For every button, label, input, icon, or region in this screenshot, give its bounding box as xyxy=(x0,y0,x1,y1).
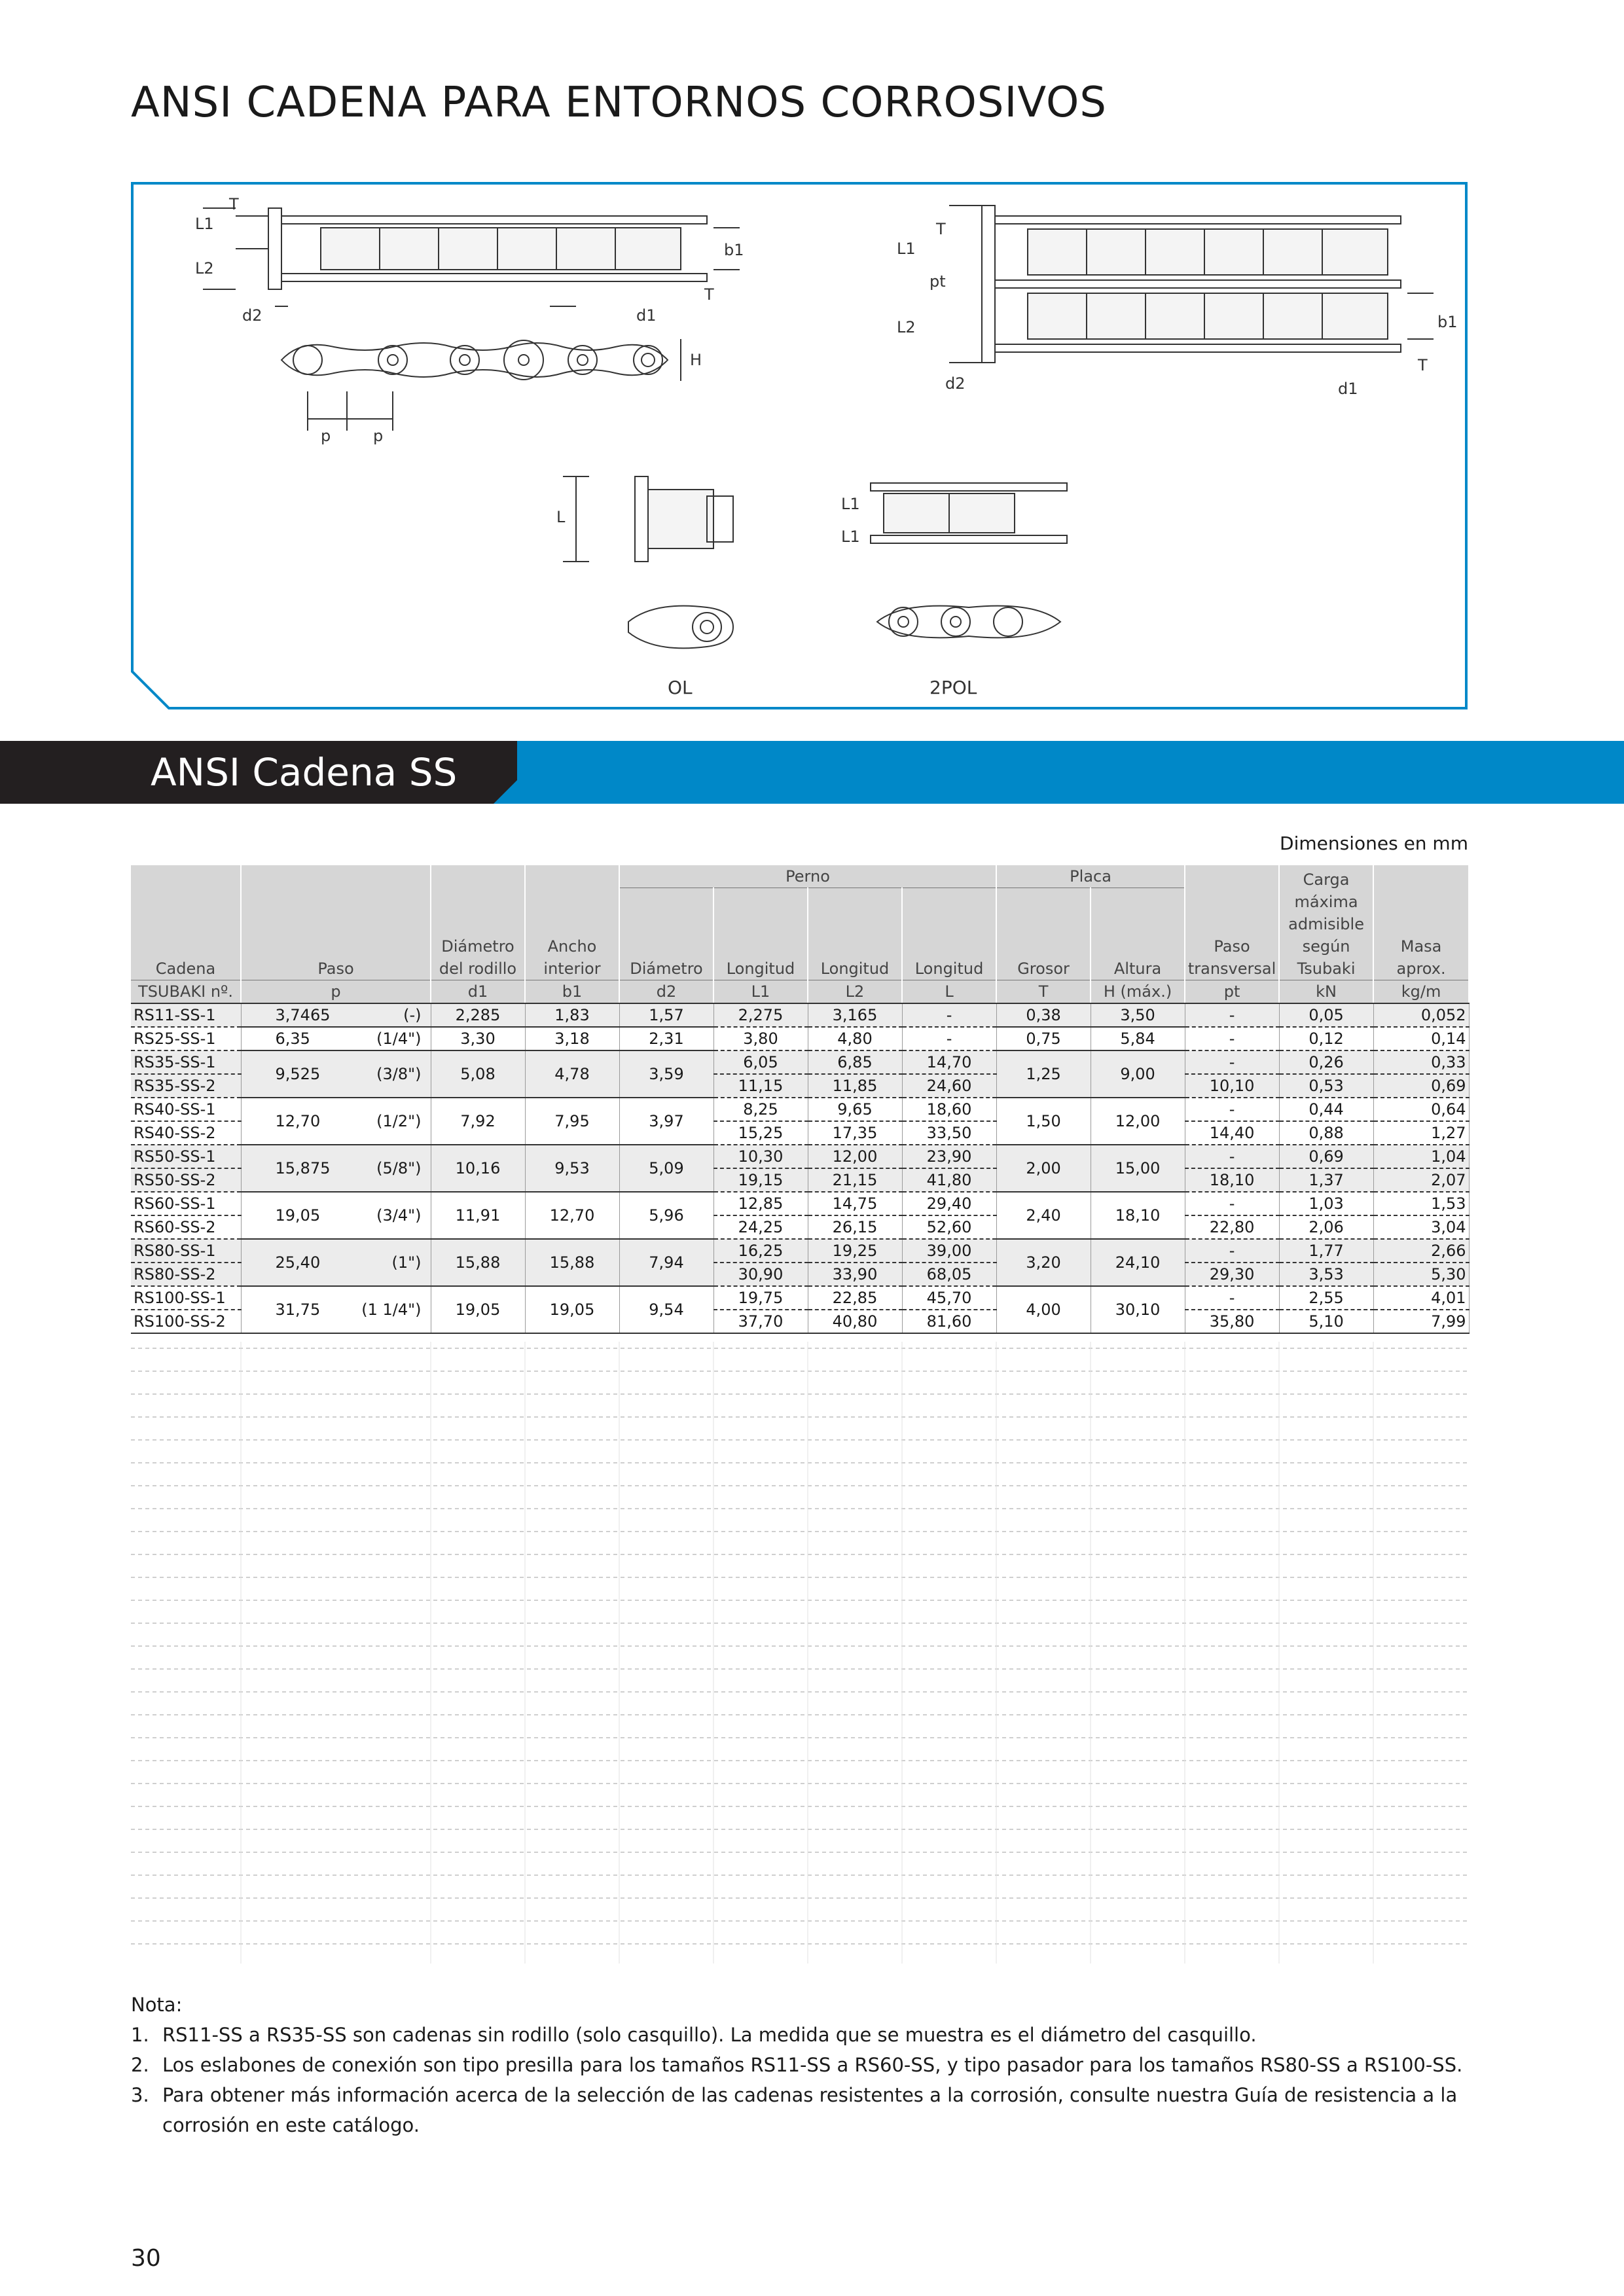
chain-diagram xyxy=(131,182,1469,711)
kg-cell: 1,53 xyxy=(1373,1192,1469,1215)
l1-cell: 19,75 xyxy=(713,1286,808,1310)
l2-cell: 12,00 xyxy=(808,1145,902,1168)
header-carga: Carga máxima admisible según Tsubaki xyxy=(1279,865,1373,980)
label-l1-double: L1 xyxy=(897,240,916,258)
l2-cell: 17,35 xyxy=(808,1121,902,1145)
header-perno: Perno xyxy=(619,865,996,888)
paso-mm: 6,35 xyxy=(275,1030,310,1048)
b1-cell: 4,78 xyxy=(525,1050,619,1098)
kg-cell: 0,33 xyxy=(1373,1050,1469,1074)
d2-cell: 2,31 xyxy=(619,1027,713,1050)
unit-cell: p xyxy=(241,980,431,1004)
units-note: Dimensiones en mm xyxy=(1280,833,1468,854)
paso-cell xyxy=(241,1098,431,1145)
label-t2-double: T xyxy=(1418,356,1428,374)
page-title: ANSI CADENA PARA ENTORNOS CORROSIVOS xyxy=(131,79,1107,127)
paso-mm: 25,40 xyxy=(275,1253,321,1272)
header-cadena: Cadena xyxy=(131,865,241,980)
header-paso-transversal: Paso transversal xyxy=(1185,865,1279,980)
cadena-cell: RS50-SS-1 xyxy=(131,1145,241,1168)
kg-cell: 0,64 xyxy=(1373,1098,1469,1121)
pt-cell: - xyxy=(1185,1286,1279,1310)
paso-cell xyxy=(241,1003,431,1027)
kg-cell: 0,052 xyxy=(1373,1003,1469,1027)
paso-mm: 15,875 xyxy=(275,1159,331,1177)
label-t2: T xyxy=(704,285,714,304)
h-cell: 9,00 xyxy=(1091,1050,1185,1098)
paso-inch: (1/4") xyxy=(376,1030,422,1048)
section-title: ANSI Cadena SS xyxy=(151,750,458,795)
d2-cell: 1,57 xyxy=(619,1003,713,1027)
l-cell: 41,80 xyxy=(902,1168,996,1192)
d1-cell: 7,92 xyxy=(431,1098,525,1145)
pt-cell: - xyxy=(1185,1145,1279,1168)
caption-2pol: 2POL xyxy=(929,677,977,698)
cadena-cell: RS60-SS-1 xyxy=(131,1192,241,1215)
label-p: p xyxy=(321,427,331,445)
header-masa: Masa aprox. xyxy=(1373,865,1469,980)
d1-cell: 2,285 xyxy=(431,1003,525,1027)
label-l2: L2 xyxy=(195,259,214,278)
header-placa: Placa xyxy=(996,865,1185,888)
unit-cell: d2 xyxy=(619,980,713,1004)
l-cell: 52,60 xyxy=(902,1215,996,1239)
kg-cell: 0,69 xyxy=(1373,1074,1469,1098)
blank-table-area xyxy=(131,1342,1469,1970)
l1-cell: 30,90 xyxy=(713,1263,808,1286)
note-item: 3. Para obtener más información acerca de la selección de las cadenas resistentes a la corrosión, consulte nuestra Guía de resistencia a la corrosión en este catálogo. xyxy=(131,2084,1458,2136)
kg-cell: 7,99 xyxy=(1373,1310,1469,1333)
l2-cell: 6,85 xyxy=(808,1050,902,1074)
paso-cell xyxy=(241,1286,431,1333)
label-b1: b1 xyxy=(724,241,744,259)
t-cell: 1,50 xyxy=(996,1098,1091,1145)
cadena-cell: RS25-SS-1 xyxy=(131,1027,241,1050)
kn-cell: 5,10 xyxy=(1279,1310,1373,1333)
kn-cell: 2,55 xyxy=(1279,1286,1373,1310)
cadena-cell: RS11-SS-1 xyxy=(131,1003,241,1027)
unit-cell: H (máx.) xyxy=(1091,980,1185,1004)
label-h: H xyxy=(690,351,702,369)
label-l2-double: L2 xyxy=(897,318,916,336)
label-d2: d2 xyxy=(242,306,262,325)
pt-cell: 29,30 xyxy=(1185,1263,1279,1286)
d1-cell: 19,05 xyxy=(431,1286,525,1333)
cadena-cell: RS100-SS-2 xyxy=(131,1310,241,1333)
note-item: 2. Los eslabones de conexión son tipo presilla para los tamaños RS11-SS a RS60-SS, y tipo pasador para los tamaños RS80-SS a RS100-SS. xyxy=(131,2054,1463,2076)
d2-cell: 9,54 xyxy=(619,1286,713,1333)
paso-inch: (3/4") xyxy=(376,1206,422,1225)
d1-cell: 15,88 xyxy=(431,1239,525,1286)
t-cell: 2,40 xyxy=(996,1192,1091,1239)
header-longitud-l: Longitud xyxy=(902,888,996,980)
t-cell: 0,75 xyxy=(996,1027,1091,1050)
header-paso: Paso xyxy=(241,865,431,980)
l2-cell: 14,75 xyxy=(808,1192,902,1215)
l1-cell: 2,275 xyxy=(713,1003,808,1027)
label-t-double: T xyxy=(936,220,946,238)
label-d1-double: d1 xyxy=(1338,380,1358,398)
cadena-cell: RS60-SS-2 xyxy=(131,1215,241,1239)
l2-cell: 22,85 xyxy=(808,1286,902,1310)
paso-inch: (3/8") xyxy=(376,1065,422,1083)
table-row xyxy=(131,1286,1469,1310)
l-cell: 14,70 xyxy=(902,1050,996,1074)
paso-mm: 31,75 xyxy=(275,1300,321,1319)
cadena-cell: RS35-SS-2 xyxy=(131,1074,241,1098)
l1-cell: 37,70 xyxy=(713,1310,808,1333)
d2-cell: 7,94 xyxy=(619,1239,713,1286)
l1-cell: 24,25 xyxy=(713,1215,808,1239)
kn-cell: 2,06 xyxy=(1279,1215,1373,1239)
l1-cell: 12,85 xyxy=(713,1192,808,1215)
label-pt: pt xyxy=(929,272,946,291)
note-item: 1. RS11-SS a RS35-SS son cadenas sin rodillo (solo casquillo). La medida que se muestra es el diámetro del casquillo. xyxy=(131,2024,1257,2046)
spec-table xyxy=(131,865,1470,1334)
cadena-cell: RS35-SS-1 xyxy=(131,1050,241,1074)
l-cell: 68,05 xyxy=(902,1263,996,1286)
l-cell: 39,00 xyxy=(902,1239,996,1263)
kg-cell: 3,04 xyxy=(1373,1215,1469,1239)
h-cell: 12,00 xyxy=(1091,1098,1185,1145)
pt-cell: - xyxy=(1185,1003,1279,1027)
table-row xyxy=(131,1098,1469,1121)
b1-cell: 12,70 xyxy=(525,1192,619,1239)
page-number: 30 xyxy=(131,2245,161,2272)
b1-cell: 1,83 xyxy=(525,1003,619,1027)
l2-cell: 4,80 xyxy=(808,1027,902,1050)
t-cell: 4,00 xyxy=(996,1286,1091,1333)
b1-cell: 9,53 xyxy=(525,1145,619,1192)
header-ancho: Ancho interior xyxy=(525,865,619,980)
pt-cell: 14,40 xyxy=(1185,1121,1279,1145)
header-diam-rodillo: Diámetro del rodillo xyxy=(431,865,525,980)
kg-cell: 1,04 xyxy=(1373,1145,1469,1168)
h-cell: 3,50 xyxy=(1091,1003,1185,1027)
h-cell: 5,84 xyxy=(1091,1027,1185,1050)
d2-cell: 5,09 xyxy=(619,1145,713,1192)
unit-cell: L2 xyxy=(808,980,902,1004)
l1-cell: 8,25 xyxy=(713,1098,808,1121)
pt-cell: 10,10 xyxy=(1185,1074,1279,1098)
l-cell: 33,50 xyxy=(902,1121,996,1145)
kn-cell: 1,03 xyxy=(1279,1192,1373,1215)
cadena-cell: RS50-SS-2 xyxy=(131,1168,241,1192)
l-cell: 81,60 xyxy=(902,1310,996,1333)
kn-cell: 1,77 xyxy=(1279,1239,1373,1263)
l1-cell: 6,05 xyxy=(713,1050,808,1074)
l-cell: - xyxy=(902,1003,996,1027)
table-row xyxy=(131,1027,1469,1050)
unit-cell: L1 xyxy=(713,980,808,1004)
l2-cell: 40,80 xyxy=(808,1310,902,1333)
section-banner xyxy=(0,741,1624,804)
unit-cell: T xyxy=(996,980,1091,1004)
pt-cell: - xyxy=(1185,1027,1279,1050)
label-b1-double: b1 xyxy=(1437,313,1458,331)
label-d1: d1 xyxy=(636,306,657,325)
kg-cell: 1,27 xyxy=(1373,1121,1469,1145)
pt-cell: 18,10 xyxy=(1185,1168,1279,1192)
paso-mm: 12,70 xyxy=(275,1112,321,1130)
unit-cell: kN xyxy=(1279,980,1373,1004)
pt-cell: 35,80 xyxy=(1185,1310,1279,1333)
l1-cell: 19,15 xyxy=(713,1168,808,1192)
table-row xyxy=(131,1192,1469,1215)
kg-cell: 2,07 xyxy=(1373,1168,1469,1192)
d1-cell: 3,30 xyxy=(431,1027,525,1050)
h-cell: 24,10 xyxy=(1091,1239,1185,1286)
l2-cell: 26,15 xyxy=(808,1215,902,1239)
kn-cell: 3,53 xyxy=(1279,1263,1373,1286)
unit-cell: kg/m xyxy=(1373,980,1469,1004)
unit-cell: pt xyxy=(1185,980,1279,1004)
unit-cell: d1 xyxy=(431,980,525,1004)
kn-cell: 0,26 xyxy=(1279,1050,1373,1074)
paso-inch: (1") xyxy=(391,1253,422,1272)
pt-cell: - xyxy=(1185,1192,1279,1215)
l2-cell: 19,25 xyxy=(808,1239,902,1263)
l1-cell: 10,30 xyxy=(713,1145,808,1168)
paso-inch: (1/2") xyxy=(376,1112,422,1130)
h-cell: 15,00 xyxy=(1091,1145,1185,1192)
notes-list xyxy=(131,2020,1469,2140)
header-grosor: Grosor xyxy=(996,888,1091,980)
pt-cell: 22,80 xyxy=(1185,1215,1279,1239)
label-d2-double: d2 xyxy=(945,374,965,393)
kn-cell: 0,05 xyxy=(1279,1003,1373,1027)
cadena-cell: RS100-SS-1 xyxy=(131,1286,241,1310)
table-row xyxy=(131,1145,1469,1168)
kg-cell: 4,01 xyxy=(1373,1286,1469,1310)
d1-cell: 5,08 xyxy=(431,1050,525,1098)
paso-cell xyxy=(241,1027,431,1050)
notes xyxy=(131,1990,1469,2140)
d2-cell: 3,97 xyxy=(619,1098,713,1145)
label-l-ol: L xyxy=(556,508,566,526)
paso-cell xyxy=(241,1050,431,1098)
kg-cell: 5,30 xyxy=(1373,1263,1469,1286)
kg-cell: 0,14 xyxy=(1373,1027,1469,1050)
l-cell: 45,70 xyxy=(902,1286,996,1310)
kn-cell: 0,44 xyxy=(1279,1098,1373,1121)
l2-cell: 33,90 xyxy=(808,1263,902,1286)
h-cell: 18,10 xyxy=(1091,1192,1185,1239)
header-longitud-l1: Longitud xyxy=(713,888,808,980)
kn-cell: 0,53 xyxy=(1279,1074,1373,1098)
paso-inch: (5/8") xyxy=(376,1159,422,1177)
l-cell: - xyxy=(902,1027,996,1050)
d1-cell: 10,16 xyxy=(431,1145,525,1192)
table-row xyxy=(131,1003,1469,1027)
d2-cell: 3,59 xyxy=(619,1050,713,1098)
t-cell: 3,20 xyxy=(996,1239,1091,1286)
paso-cell xyxy=(241,1192,431,1239)
l2-cell: 3,165 xyxy=(808,1003,902,1027)
paso-cell xyxy=(241,1239,431,1286)
unit-cell: TSUBAKI nº. xyxy=(131,980,241,1004)
paso-cell xyxy=(241,1145,431,1192)
t-cell: 0,38 xyxy=(996,1003,1091,1027)
l1-cell: 3,80 xyxy=(713,1027,808,1050)
cadena-cell: RS40-SS-1 xyxy=(131,1098,241,1121)
paso-inch: (-) xyxy=(403,1006,422,1024)
label-t: T xyxy=(229,195,239,213)
cadena-cell: RS80-SS-2 xyxy=(131,1263,241,1286)
cadena-cell: RS40-SS-2 xyxy=(131,1121,241,1145)
label-l1b-2pol: L1 xyxy=(841,528,860,546)
paso-inch: (1 1/4") xyxy=(361,1300,422,1319)
kg-cell: 2,66 xyxy=(1373,1239,1469,1263)
t-cell: 2,00 xyxy=(996,1145,1091,1192)
table-row xyxy=(131,1239,1469,1263)
l-cell: 23,90 xyxy=(902,1145,996,1168)
l2-cell: 11,85 xyxy=(808,1074,902,1098)
label-p2: p xyxy=(373,427,384,445)
b1-cell: 3,18 xyxy=(525,1027,619,1050)
label-l1-2pol: L1 xyxy=(841,495,860,513)
caption-ol: OL xyxy=(668,677,693,698)
kn-cell: 0,12 xyxy=(1279,1027,1373,1050)
d2-cell: 5,96 xyxy=(619,1192,713,1239)
cadena-cell: RS80-SS-1 xyxy=(131,1239,241,1263)
table-row xyxy=(131,1050,1469,1074)
l-cell: 18,60 xyxy=(902,1098,996,1121)
pt-cell: - xyxy=(1185,1098,1279,1121)
pt-cell: - xyxy=(1185,1050,1279,1074)
d1-cell: 11,91 xyxy=(431,1192,525,1239)
t-cell: 1,25 xyxy=(996,1050,1091,1098)
paso-mm: 3,7465 xyxy=(275,1006,331,1024)
l-cell: 24,60 xyxy=(902,1074,996,1098)
header-diametro: Diámetro xyxy=(619,888,713,980)
l-cell: 29,40 xyxy=(902,1192,996,1215)
kn-cell: 1,37 xyxy=(1279,1168,1373,1192)
unit-cell: b1 xyxy=(525,980,619,1004)
paso-mm: 9,525 xyxy=(275,1065,321,1083)
l2-cell: 9,65 xyxy=(808,1098,902,1121)
b1-cell: 15,88 xyxy=(525,1239,619,1286)
pt-cell: - xyxy=(1185,1239,1279,1263)
kn-cell: 0,69 xyxy=(1279,1145,1373,1168)
header-altura: Altura xyxy=(1091,888,1185,980)
h-cell: 30,10 xyxy=(1091,1286,1185,1333)
kn-cell: 0,88 xyxy=(1279,1121,1373,1145)
paso-mm: 19,05 xyxy=(275,1206,321,1225)
label-l1: L1 xyxy=(195,215,214,233)
l1-cell: 15,25 xyxy=(713,1121,808,1145)
header-longitud-l2: Longitud xyxy=(808,888,902,980)
l2-cell: 21,15 xyxy=(808,1168,902,1192)
l1-cell: 11,15 xyxy=(713,1074,808,1098)
unit-cell: L xyxy=(902,980,996,1004)
notes-heading: Nota: xyxy=(131,1994,183,2016)
b1-cell: 7,95 xyxy=(525,1098,619,1145)
l1-cell: 16,25 xyxy=(713,1239,808,1263)
b1-cell: 19,05 xyxy=(525,1286,619,1333)
